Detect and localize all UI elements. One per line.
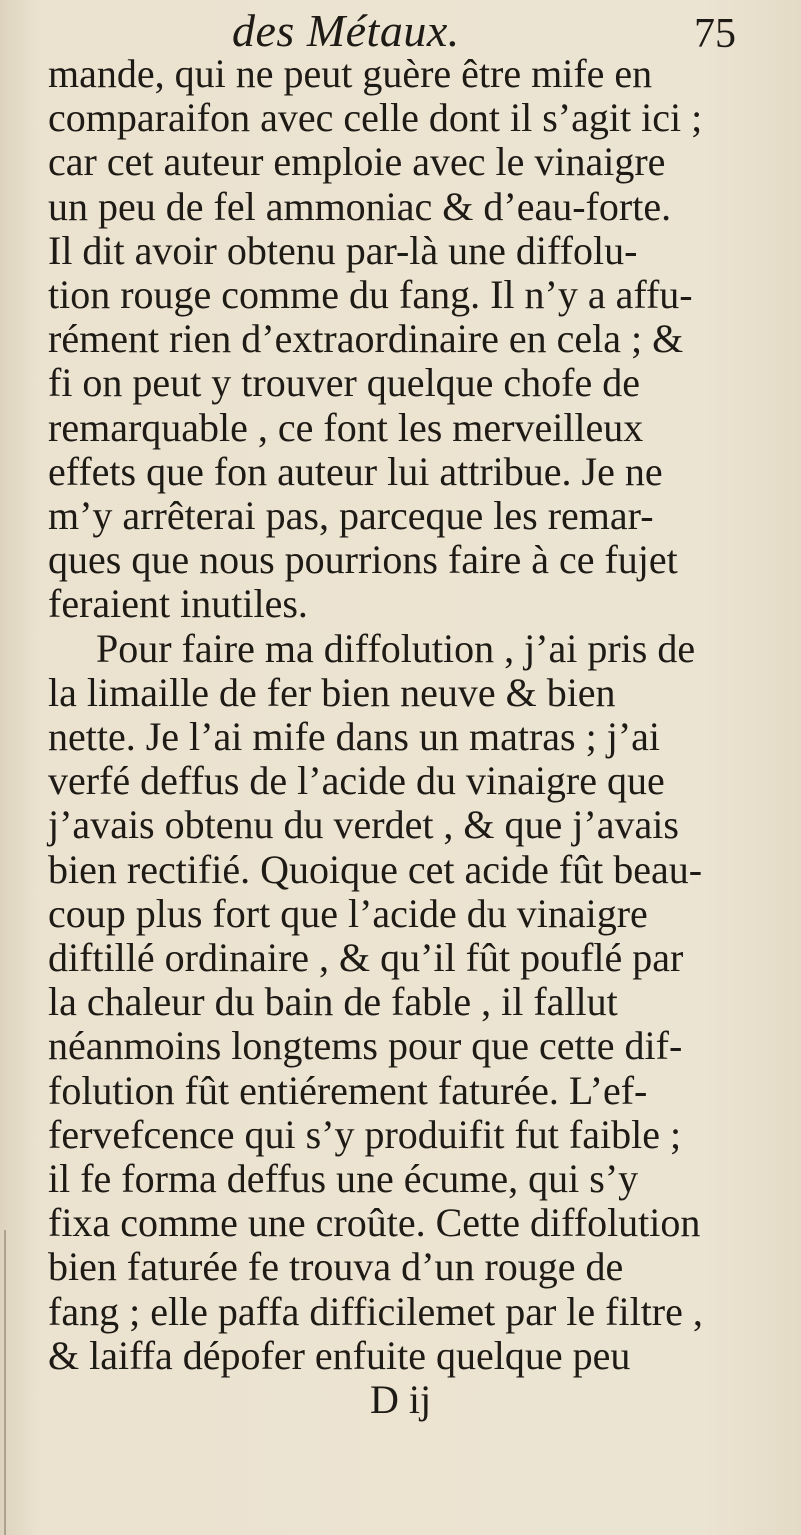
text-line: coup plus fort que l’acide du vinaigre [48, 890, 648, 936]
text-line: effets que fon auteur lui attribue. Je ne [48, 448, 663, 494]
text-line: fang ; elle paffa difficilemet par le filtre , [48, 1288, 703, 1334]
text-line: bien faturée fe trouva d’un rouge de [48, 1244, 624, 1290]
text-line: Il dit avoir obtenu par-là une diffolu- [48, 227, 638, 273]
text-line: verfé deffus de l’acide du vinaigre que [48, 758, 665, 804]
text-line: nette. Je l’ai mife dans un matras ; j’ai [48, 714, 661, 759]
text-line: folution fût entiérement faturée. L’ef- [48, 1067, 648, 1113]
text-line: néanmoins longtems pour que cette dif- [48, 1023, 683, 1069]
page-number: 75 [694, 11, 736, 57]
text-line: diftillé ordinaire , & qu’il fût pouflé par [48, 935, 684, 980]
text-line: fervefcence qui s’y produifit fut faible ; [48, 1111, 682, 1157]
text-line: comparaifon avec celle dont il s’agit ici ; [48, 95, 703, 141]
text-line: feraient inutiles. [48, 581, 308, 627]
page-edge-line [4, 1230, 6, 1535]
text-line: remarquable , ce font les merveilleux [48, 404, 644, 450]
text-line: car cet auteur emploie avec le vinaigre [48, 139, 666, 185]
text-line: bien rectifié. Quoique cet acide fût beau- [48, 846, 703, 892]
text-line: un peu de fel ammoniac & d’eau-forte. [48, 183, 672, 229]
text-line: rément rien d’extraordinaire en cela ; & [48, 316, 684, 362]
running-title: des Métaux. [232, 5, 460, 56]
text-line: fixa comme une croûte. Cette diffolution [48, 1200, 701, 1246]
signature-mark: D ij [370, 1377, 432, 1422]
text-line: fi on peut y trouver quelque chofe de [48, 360, 641, 406]
text-line: j’avais obtenu du verdet , & que j’avais [48, 802, 679, 848]
text-line: la chaleur du bain de fable , il fallut [48, 979, 618, 1025]
text-line: il fe forma deffus une écume, qui s’y [48, 1156, 639, 1201]
text-line: mande, qui ne peut guère être mife en [48, 51, 653, 96]
text-line: m’y arrêterai pas, parceque les remar- [48, 493, 654, 538]
text-line: la limaille de fer bien neuve & bien [48, 669, 616, 715]
text-line: Pour faire ma diffolution , j’ai pris de [96, 625, 696, 671]
text-line: tion rouge comme du fang. Il n’y a affu- [48, 272, 693, 317]
text-line: ques que nous pourrions faire à ce fujet [48, 537, 678, 583]
text-line: & laiffa dépofer enfuite quelque peu [48, 1332, 631, 1378]
